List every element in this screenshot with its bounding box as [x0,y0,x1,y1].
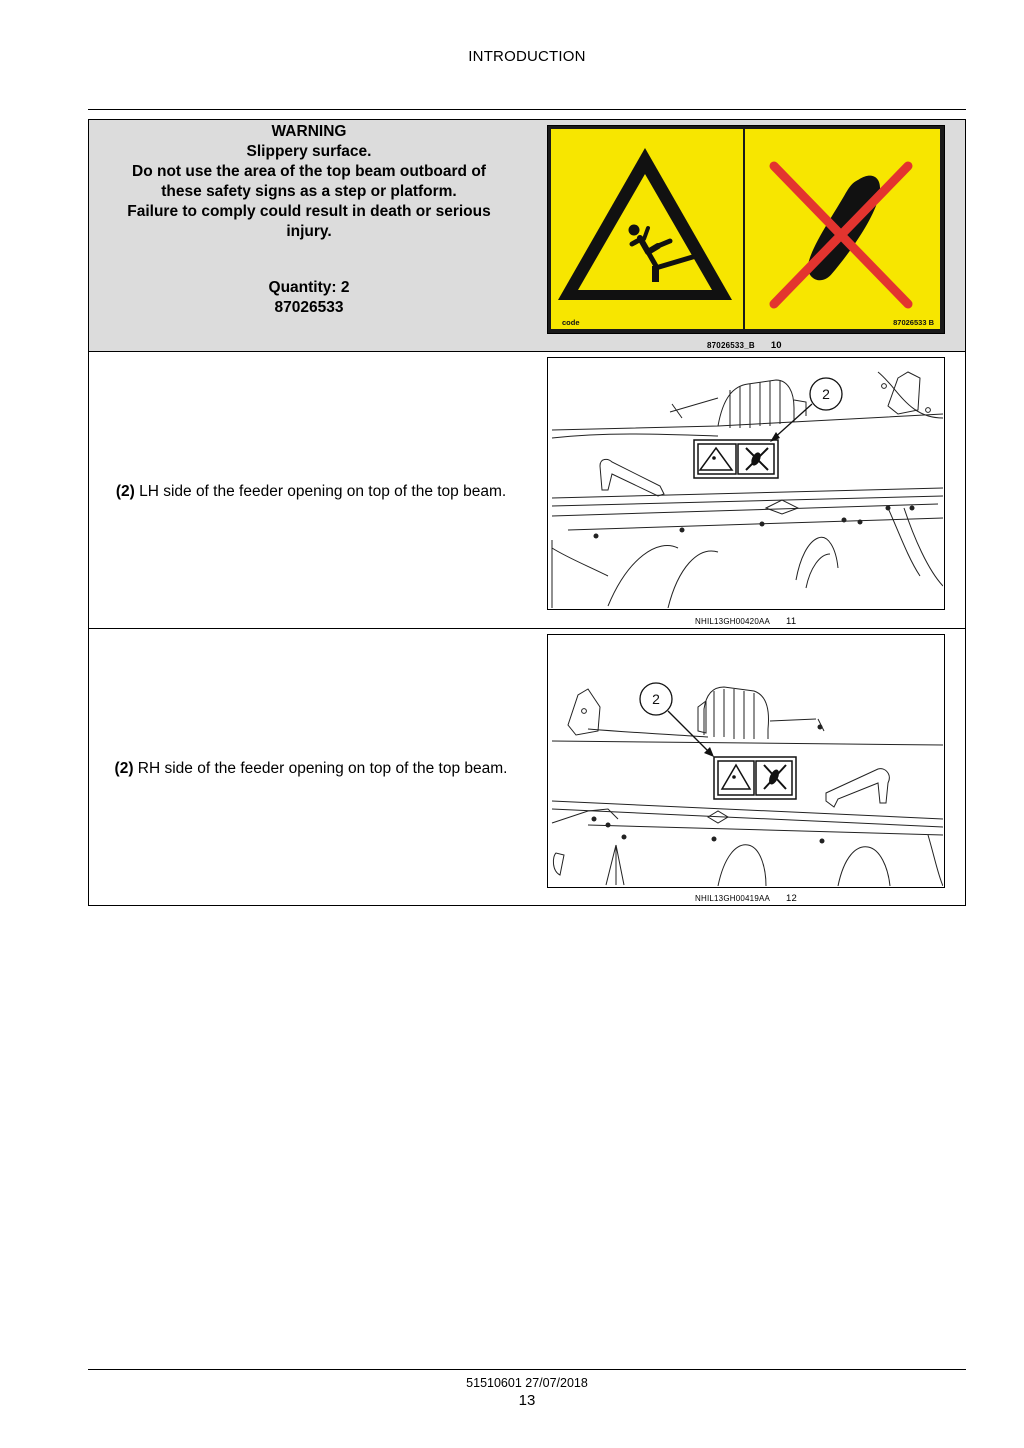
page-number: 13 [518,1392,536,1409]
warning-line: Slippery surface. [246,143,372,160]
callout-label: 2 [652,691,660,707]
callout-number: (2) [115,483,135,500]
warning-row [89,120,965,352]
warning-message [89,122,529,242]
header-divider [88,109,966,110]
caption-id: NHIL13GH00419AA [695,894,771,903]
caption-number: 11 [786,616,797,627]
safety-decal [547,125,945,334]
caption-number: 12 [786,893,798,904]
callout-number: (2) [114,760,134,777]
rh-description [93,759,529,779]
lh-line-drawing [548,358,943,608]
caption-id: NHIL13GH00420AA [695,617,771,626]
location-text: RH side of the feeder opening on top of the top beam. [137,760,508,777]
callout-label: 2 [822,386,830,402]
rh-location-row [89,629,965,905]
lh-description [93,482,529,502]
rh-line-drawing [548,635,943,886]
document-id: 51510601 27/07/2018 [466,1376,588,1390]
decal-location-marker [694,440,778,478]
decal-caption [707,340,782,351]
decal-part-text: 87026533 B [893,318,934,327]
decal-graphic [548,126,943,332]
lh-figure [547,357,945,610]
decal-code-text: code [562,318,580,327]
warning-line: Failure to comply could result in death or serious [127,203,491,220]
caption-number: 10 [770,340,782,351]
warning-heading: WARNING [271,123,347,140]
quantity-block [89,278,529,318]
footer-divider [88,1369,966,1370]
section-title: INTRODUCTION [468,48,586,65]
rh-caption [695,893,797,904]
location-text: LH side of the feeder opening on top of the top beam. [139,483,507,500]
rh-figure [547,634,945,888]
warning-line: injury. [286,223,332,240]
safety-sign-table [88,119,966,906]
decal-location-marker [714,757,796,799]
lh-caption [695,616,796,627]
part-number: 87026533 [274,299,344,316]
warning-line: these safety signs as a step or platform. [161,183,457,200]
quantity-label: Quantity: 2 [268,279,350,296]
lh-location-row [89,352,965,629]
warning-line: Do not use the area of the top beam outboard of [132,163,486,180]
caption-id: 87026533_B [707,341,755,350]
